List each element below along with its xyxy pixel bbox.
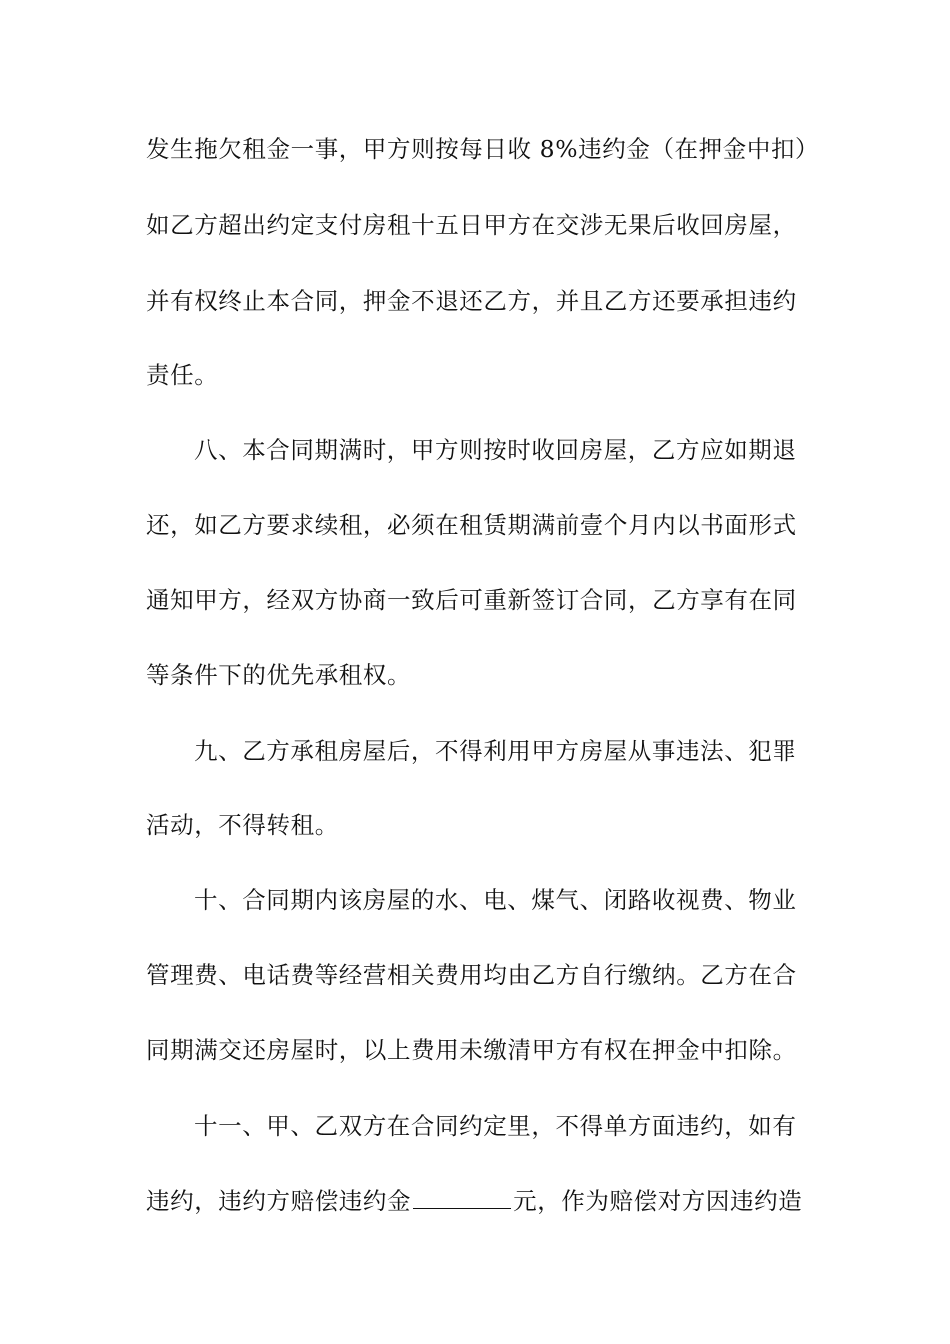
text-line-with-blank xyxy=(146,1183,816,1219)
text-line: 活动，不得转租。 xyxy=(146,811,339,839)
text-line: 责任。 xyxy=(146,361,219,389)
text-line: 还，如乙方要求续租，必须在租赁期满前壹个月内以书面形式 xyxy=(146,511,797,539)
paragraph-11-start: 十一、甲、乙双方在合同约定里，不得单方面违约，如有 xyxy=(194,1112,797,1140)
text-line: 等条件下的优先承租权。 xyxy=(146,661,412,689)
text-after-blank: 元，作为赔偿对方因违约造 xyxy=(513,1187,803,1215)
paragraph-8-start: 八、本合同期满时，甲方则按时收回房屋，乙方应如期退 xyxy=(194,436,797,464)
fill-in-blank xyxy=(413,1184,511,1209)
text-line: 管理费、电话费等经营相关费用均由乙方自行缴纳。乙方在合 xyxy=(146,961,797,989)
text-line: 通知甲方，经双方协商一致后可重新签订合同，乙方享有在同 xyxy=(146,586,797,614)
text-line: 并有权终止本合同，押金不退还乙方，并且乙方还要承担违约 xyxy=(146,287,797,315)
text-line: 发生拖欠租金一事，甲方则按每日收 8%违约金（在押金中扣） xyxy=(146,135,820,163)
paragraph-10-start: 十、合同期内该房屋的水、电、煤气、闭路收视费、物业 xyxy=(194,886,797,914)
text-line: 同期满交还房屋时，以上费用未缴清甲方有权在押金中扣除。 xyxy=(146,1036,797,1064)
text-before-blank: 违约，违约方赔偿违约金 xyxy=(146,1187,412,1215)
text-line: 如乙方超出约定支付房租十五日甲方在交涉无果后收回房屋， xyxy=(146,211,797,239)
paragraph-9-start: 九、乙方承租房屋后，不得利用甲方房屋从事违法、犯罪 xyxy=(194,737,797,765)
